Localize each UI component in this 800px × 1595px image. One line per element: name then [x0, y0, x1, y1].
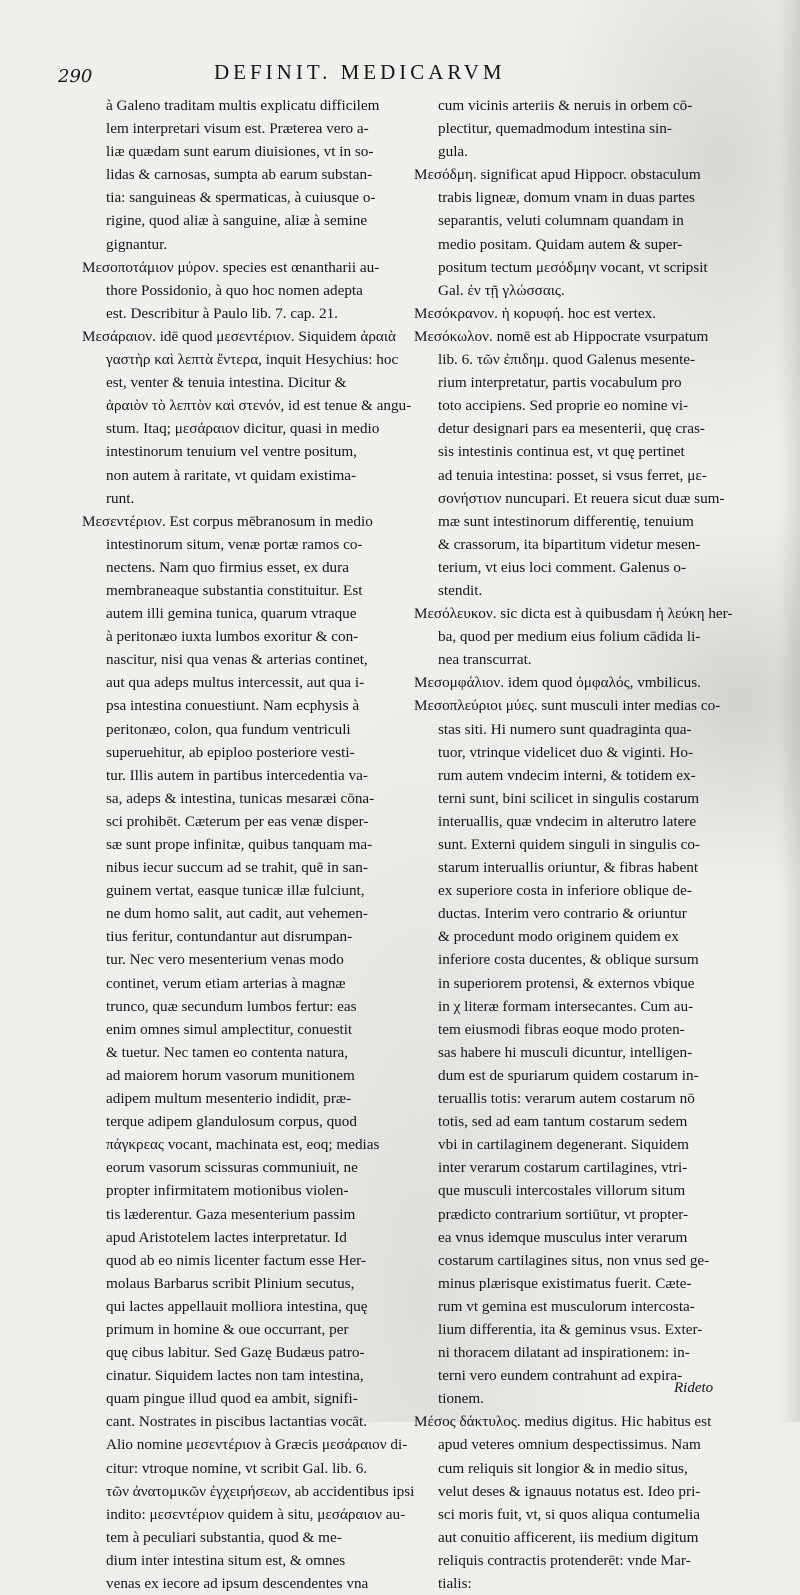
text-line: nectens. Nam quo firmius esset, ex dura: [106, 558, 349, 576]
text-line: runt.: [106, 489, 135, 507]
text-line: quod ab eo nimis licenter factum esse Her-: [106, 1251, 366, 1269]
text-line: guinem vertat, easque tunicæ illæ fulciunt,: [106, 882, 365, 900]
catchword: Rideto: [674, 1380, 714, 1396]
right-column: [414, 94, 784, 1595]
text-line: à peritonæo iuxta lumbos exoritur & con-: [106, 628, 359, 646]
text-line: sas habere hi musculi dicuntur, intelligen-: [438, 1043, 693, 1061]
text-line: quam pingue illud quod ea ambit, signifi-: [106, 1390, 358, 1408]
text-line: dum est de spuriarum quidem costarum in-: [438, 1066, 699, 1084]
text-line: minus plærisque existimatus fuerit. Cæte-: [438, 1274, 692, 1292]
text-line: trabis ligneæ, domum vnam in duas partes: [438, 189, 695, 207]
text-line: liæ quædam sunt earum diuisiones, vt in so-: [106, 143, 374, 161]
text-line: tem eiusmodi fibras eoque modo proten-: [438, 1020, 685, 1038]
text-line: σονήστιον nuncupari. Et reuera sicut duæ sum-: [438, 489, 725, 507]
entry-headword-line: Μεσόλευκον. sic dicta est à quibusdam ἡ λεύκη her-: [414, 605, 733, 623]
text-line: adipem multum mesenterio indidit, præ-: [106, 1090, 352, 1108]
text-line: τῶν ἀνατομικῶν ἐγχειρήσεων, ab accidentibus ipsi: [106, 1482, 415, 1500]
text-line: dium inter intestina situm est, & omnes: [106, 1551, 346, 1569]
text-line: indito: μεσεντέριον quidem à situ, μεσάραιον au-: [106, 1505, 406, 1523]
text-line: toto accipiens. Sed proprie eo nomine vi-: [438, 397, 689, 415]
text-line: aut qua adeps multus intercessit, aut qua i-: [106, 674, 365, 692]
entry-headword-line: Μεσόκρανον. ἡ κορυφή. hoc est vertex.: [414, 304, 656, 322]
text-line: tia: sanguineas & spermaticas, à cuiusque o-: [106, 189, 376, 207]
text-line: gula.: [438, 143, 468, 161]
text-line: terni sunt, bini scilicet in singulis costarum: [438, 789, 700, 807]
text-line: inferiore costa ducentes, & oblique sursum: [438, 951, 699, 969]
text-line: sci moris fuit, vt, si quos aliqua contumelia: [438, 1505, 700, 1523]
text-line: stum. Itaq; μεσάραιον dicitur, quasi in medio: [106, 420, 380, 438]
text-line: que musculi intercostales villorum situm: [438, 1182, 686, 1200]
text-line: ni thoracem dilatant ad inspirationem: in-: [438, 1344, 690, 1362]
text-line: cinatur. Siquidem lactes non tam intestina,: [106, 1367, 364, 1385]
entry-headword-line: Μεσόδμη. significat apud Hippocr. obstaculum: [414, 166, 701, 184]
text-line: rum vt gemina est musculorum intercosta-: [438, 1297, 695, 1315]
page-number: 290: [58, 66, 93, 87]
running-title: DEFINIT. MEDICARVM: [214, 60, 506, 84]
text-line: & procedunt modo originem quidem ex: [438, 928, 679, 946]
text-line: lium differentia, ita & geminus vsus. Exter-: [438, 1320, 703, 1338]
text-line: molaus Barbarus scribit Plinium secutus,: [106, 1274, 355, 1292]
text-line: primum in homine & oue occurrant, per: [106, 1320, 349, 1338]
text-line: velut deses & ignauus notatus est. Ideo pri-: [438, 1482, 701, 1500]
text-line: tur. Illis autem in partibus intercedentia va-: [106, 766, 368, 784]
text-line: continet, verum etiam arterias à magnæ: [106, 974, 346, 992]
text-line: cum vicinis arteriis & neruis in orbem cō-: [438, 97, 693, 114]
text-line: lem interpretari visum est. Præterea vero a-: [106, 120, 369, 138]
text-line: stendit.: [438, 581, 483, 599]
entry-headword-line: Μεσοπλεύριοι μύες. sunt musculi inter medias co-: [414, 697, 721, 715]
text-line: plectitur, quemadmodum intestina sin-: [438, 120, 672, 138]
text-line: terium, vt eius loci comment. Galenus o-: [438, 558, 687, 576]
text-line: ea vnus idemque musculus inter verarum: [438, 1228, 688, 1246]
text-line: apud Aristotelem lactes interpretatur. Id: [106, 1228, 347, 1246]
text-line: à Galeno traditam multis explicatu difficilem: [106, 97, 380, 114]
text-line: tem à peculiari substantia, quod & me-: [106, 1528, 342, 1546]
text-line: & tuetur. Nec tamen eo contenta natura,: [106, 1043, 349, 1061]
text-line: tis læderentur. Gaza mesenterium passim: [106, 1205, 356, 1223]
text-line: & crassorum, ita bipartitum videtur mesen-: [438, 535, 701, 553]
text-line: lib. 6. τῶν ἐπιδημ. quod Galenus mesente-: [438, 351, 696, 369]
text-line: ba, quod per medium eius folium cādida li-: [438, 628, 701, 646]
text-line: cant. Nostrates in piscibus lactantias vocāt.: [106, 1413, 368, 1431]
text-line: medio positam. Quidam autem & super-: [438, 235, 683, 253]
text-line: interuallis, quæ vndecim in alterutro latere: [438, 812, 697, 830]
text-line: ad tenuia intestina: posset, si vsus ferret, με-: [438, 466, 707, 484]
text-line: aut conuitio afficerent, iis medium digitum: [438, 1528, 699, 1546]
text-line: reliquis contractis protenderēt: vnde Mar-: [438, 1551, 691, 1569]
text-line: tur. Nec vero mesenterium venas modo: [106, 951, 344, 969]
text-line: sci prohibēt. Cæterum per eas venæ disper-: [106, 812, 369, 830]
left-column: [82, 94, 415, 1595]
text-line: positum tectum μεσόδμην vocant, vt scripsit: [438, 258, 708, 276]
text-line: rum autem vndecim interni, & totidem ex-: [438, 766, 696, 784]
text-line: sa, adeps & intestina, tunicas mesaræi cōna-: [106, 789, 375, 807]
text-line: in χ literæ formam intersecantes. Cum au-: [438, 997, 694, 1015]
text-line: stas siti. Hi numero sunt quadraginta qua-: [438, 720, 692, 738]
text-line: rigine, quod aliæ à sanguine, aliæ à semine: [106, 212, 368, 230]
text-line: cum reliquis sit longior & in medio situs,: [438, 1459, 688, 1477]
text-line: costarum cartilagines situs, non vnus sed ge-: [438, 1251, 710, 1269]
text-line: vbi in cartilaginem degenerant. Siquidem: [438, 1136, 689, 1154]
text-line: tialis:: [438, 1575, 472, 1592]
text-line: rium interpretatur, partis vocabulum pro: [438, 374, 682, 392]
text-line: γαστὴρ καὶ λεπτὰ ἔντερα, inquit Hesychius: hoc: [106, 351, 399, 369]
text-line: quę cibus labitur. Sed Gazę Budæus patro-: [106, 1344, 365, 1362]
text-line: prædicto contrarium sortiūtur, vt propter-: [438, 1205, 689, 1223]
text-line: propter infirmitatem motionibus violen-: [106, 1182, 349, 1200]
entry-headword-line: Μεσάραιον. idē quod μεσεντέριον. Siquidem ἀραιὰ: [82, 327, 396, 345]
text-line: intestinorum tenuium vel ventre positum,: [106, 443, 357, 461]
text-line: mæ sunt intestinorum differentię, tenuium: [438, 512, 694, 530]
text-line: peritonæo, colon, qua fundum ventriculi: [106, 720, 351, 738]
text-line: πάγκρεας vocant, machinata est, eoq; medias: [106, 1136, 380, 1154]
text-line: nascitur, nisi qua venas & arterias continet,: [106, 651, 368, 669]
text-line: apud veteres omnium despectissimus. Nam: [438, 1436, 701, 1454]
text-line: sis intestinis continua est, vt quę pertinet: [438, 443, 685, 461]
text-line: separantis, veluti columnam quandam in: [438, 212, 684, 230]
text-line: tuor, vtrinque videlicet duo & viginti. Ho-: [438, 743, 694, 761]
text-line: inter verarum costarum cartilagines, vtri-: [438, 1159, 688, 1177]
text-line: ad maiorem horum vasorum munitionem: [106, 1066, 355, 1084]
text-line: nea transcurrat.: [438, 651, 532, 669]
text-line: detur designari pars ea mesenterii, quę cras-: [438, 420, 705, 438]
text-line: Gal. ἐν τῇ γλώσσαις.: [438, 281, 565, 299]
text-line: sæ sunt prope infinitæ, quibus tanquam ma-: [106, 836, 373, 853]
entry-headword-line: Μεσόκωλον. nomē est ab Hippocrate vsurpatum: [414, 327, 709, 345]
running-header: [0, 60, 800, 90]
text-line: thore Possidonio, à quo hoc nomen adepta: [106, 281, 363, 299]
text-line: est, venter & tenuia intestina. Dicitur &: [106, 374, 347, 392]
text-line: enim omnes simul amplectitur, conuestit: [106, 1020, 353, 1038]
text-line: ductas. Interim vero contrario & oriuntur: [438, 905, 687, 923]
text-line: non autem à raritate, vt quidam existima-: [106, 466, 357, 484]
text-line: est. Describitur à Paulo lib. 7. cap. 21.: [106, 304, 338, 322]
text-line: membraneaque substantia constituitur. Est: [106, 581, 363, 599]
text-line: trunco, quæ secundum lumbos fertur: eas: [106, 997, 357, 1015]
text-line: lidas & carnosas, sumpta ab earum substan-: [106, 166, 373, 184]
text-line: citur: vtroque nomine, vt scribit Gal. lib. 6.: [106, 1459, 368, 1477]
text-line: autem illi gemina tunica, quarum vtraque: [106, 605, 357, 623]
text-line: qui lactes appellauit molliora intestina, quę: [106, 1297, 368, 1315]
text-line: terque adipem glandulosum corpus, quod: [106, 1113, 357, 1131]
text-line: tionem.: [438, 1390, 484, 1408]
entry-headword-line: Μεσεντέριον. Est corpus mēbranosum in medio: [82, 512, 373, 530]
text-line: ex superiore costa in inferiore oblique de-: [438, 882, 692, 900]
text-line: ne dum homo salit, aut cadit, aut vehemen-: [106, 905, 368, 923]
text-line: teruallis totis: verarum autem costarum nō: [438, 1090, 695, 1108]
entry-headword-line: Μεσοποτάμιον μύρον. species est œnantharii au-: [82, 258, 380, 276]
text-line: Alio nomine μεσεντέριον à Græcis μεσάραιον di-: [106, 1436, 408, 1454]
text-line: intestinorum situm, venæ portæ ramos co-: [106, 535, 363, 553]
text-line: tius feritur, contundantur aut disrumpan-: [106, 928, 353, 946]
text-line: totis, sed ad eam tantum costarum sedem: [438, 1113, 688, 1131]
text-line: in superiorem protensi, & externos vbique: [438, 974, 695, 992]
text-line: psa intestina conuestiunt. Nam ecphysis à: [106, 697, 360, 715]
text-line: starum interuallis oriuntur, & fibras habent: [438, 859, 699, 877]
text-line: nibus iecur succum ad se trahit, quē in san-: [106, 859, 368, 877]
entry-headword-line: Μέσος δάκτυλος. medius digitus. Hic habitus est: [414, 1413, 712, 1431]
entry-headword-line: Μεσομφάλιον. idem quod ὀμφαλός, vmbilicus.: [414, 674, 701, 692]
text-line: venas ex iecore ad ipsum descendentes vna: [106, 1575, 369, 1592]
text-line: superuehitur, ab epiploo posteriore vesti-: [106, 743, 355, 761]
text-line: ἀραιὸν τὸ λεπτὸν καὶ στενόν, id est tenue & angu-: [106, 397, 412, 415]
text-line: terni vero eundem contrahunt ad expira-: [438, 1367, 683, 1385]
text-line: eorum vasorum scissuras communiuit, ne: [106, 1159, 358, 1177]
text-line: sunt. Externi quidem singuli in singulis co-: [438, 836, 700, 853]
text-line: gignantur.: [106, 235, 168, 253]
